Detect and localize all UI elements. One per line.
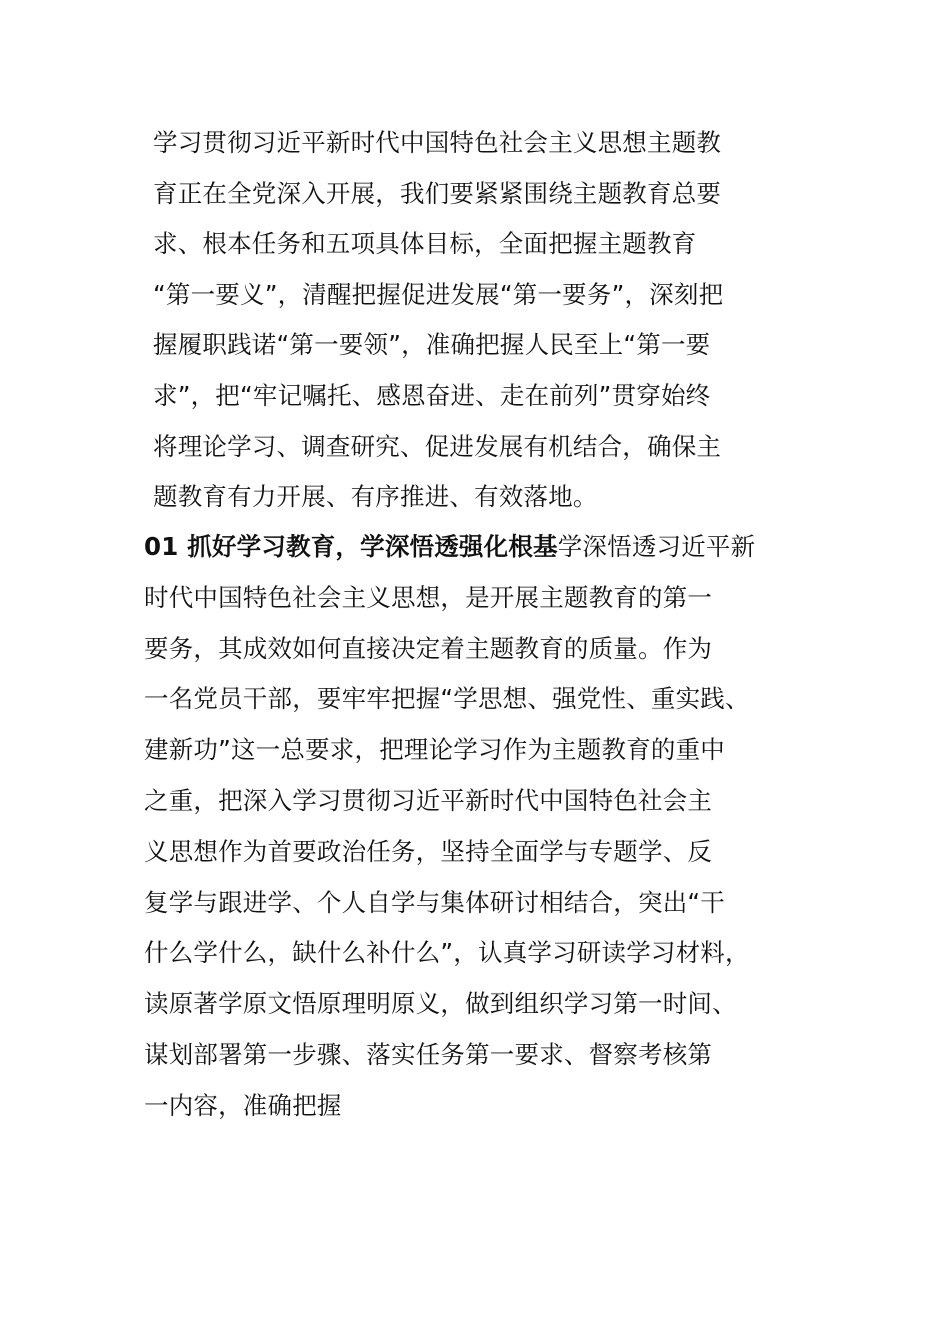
section-line: 之重，把深入学习贯彻习近平新时代中国特色社会主	[144, 785, 713, 815]
section-line: 什么学什么，缺什么补什么”，认真学习研读学习材料，	[144, 938, 750, 968]
intro-paragraph	[153, 118, 813, 523]
section-line: 一内容，准确把握	[144, 1090, 342, 1120]
intro-line: “第一要义”，清醒把握促进发展“第一要务”，深刻把	[153, 279, 724, 309]
section-line: 复学与跟进学、个人自学与集体研讨相结合，突出“干	[144, 887, 725, 917]
section-first-line	[144, 522, 844, 573]
intro-line: 题教育有力开展、有序推进、有效落地。	[153, 482, 598, 512]
intro-line: 求、根本任务和五项具体目标，全面把握主题教育	[153, 229, 697, 259]
section-line: 读原著学原文悟原理明原义，做到组织学习第一时间、	[144, 989, 737, 1019]
section-line: 谋划部署第一步骤、落实任务第一要求、督察考核第	[144, 1039, 713, 1069]
section-body-text: 学深悟透习近平新	[557, 532, 756, 561]
intro-line: 握履职践诺“第一要领”，准确把握人民至上“第一要	[153, 330, 711, 360]
section-line: 建新功”这一总要求，把理论学习作为主题教育的重中	[144, 735, 725, 765]
section-01	[144, 522, 844, 1132]
section-line: 一名党员干部，要牢牢把握“学思想、强党性、重实践、	[144, 684, 750, 714]
section-line: 义思想作为首要政治任务，坚持全面学与专题学、反	[144, 836, 713, 866]
intro-line: 育正在全党深入开展，我们要紧紧围绕主题教育总要	[153, 178, 722, 208]
section-line: 要务，其成效如何直接决定着主题教育的质量。作为	[144, 633, 713, 663]
intro-line: 将理论学习、调查研究、促进发展有机结合，确保主	[153, 431, 722, 461]
section-heading: 01 抓好学习教育，学深悟透强化根基	[144, 532, 558, 561]
intro-line: 求”，把“牢记嘱托、感恩奋进、走在前列”贯穿始终	[153, 380, 711, 410]
intro-line: 学习贯彻习近平新时代中国特色社会主义思想主题教	[153, 128, 722, 157]
section-line: 时代中国特色社会主义思想，是开展主题教育的第一	[144, 582, 713, 612]
